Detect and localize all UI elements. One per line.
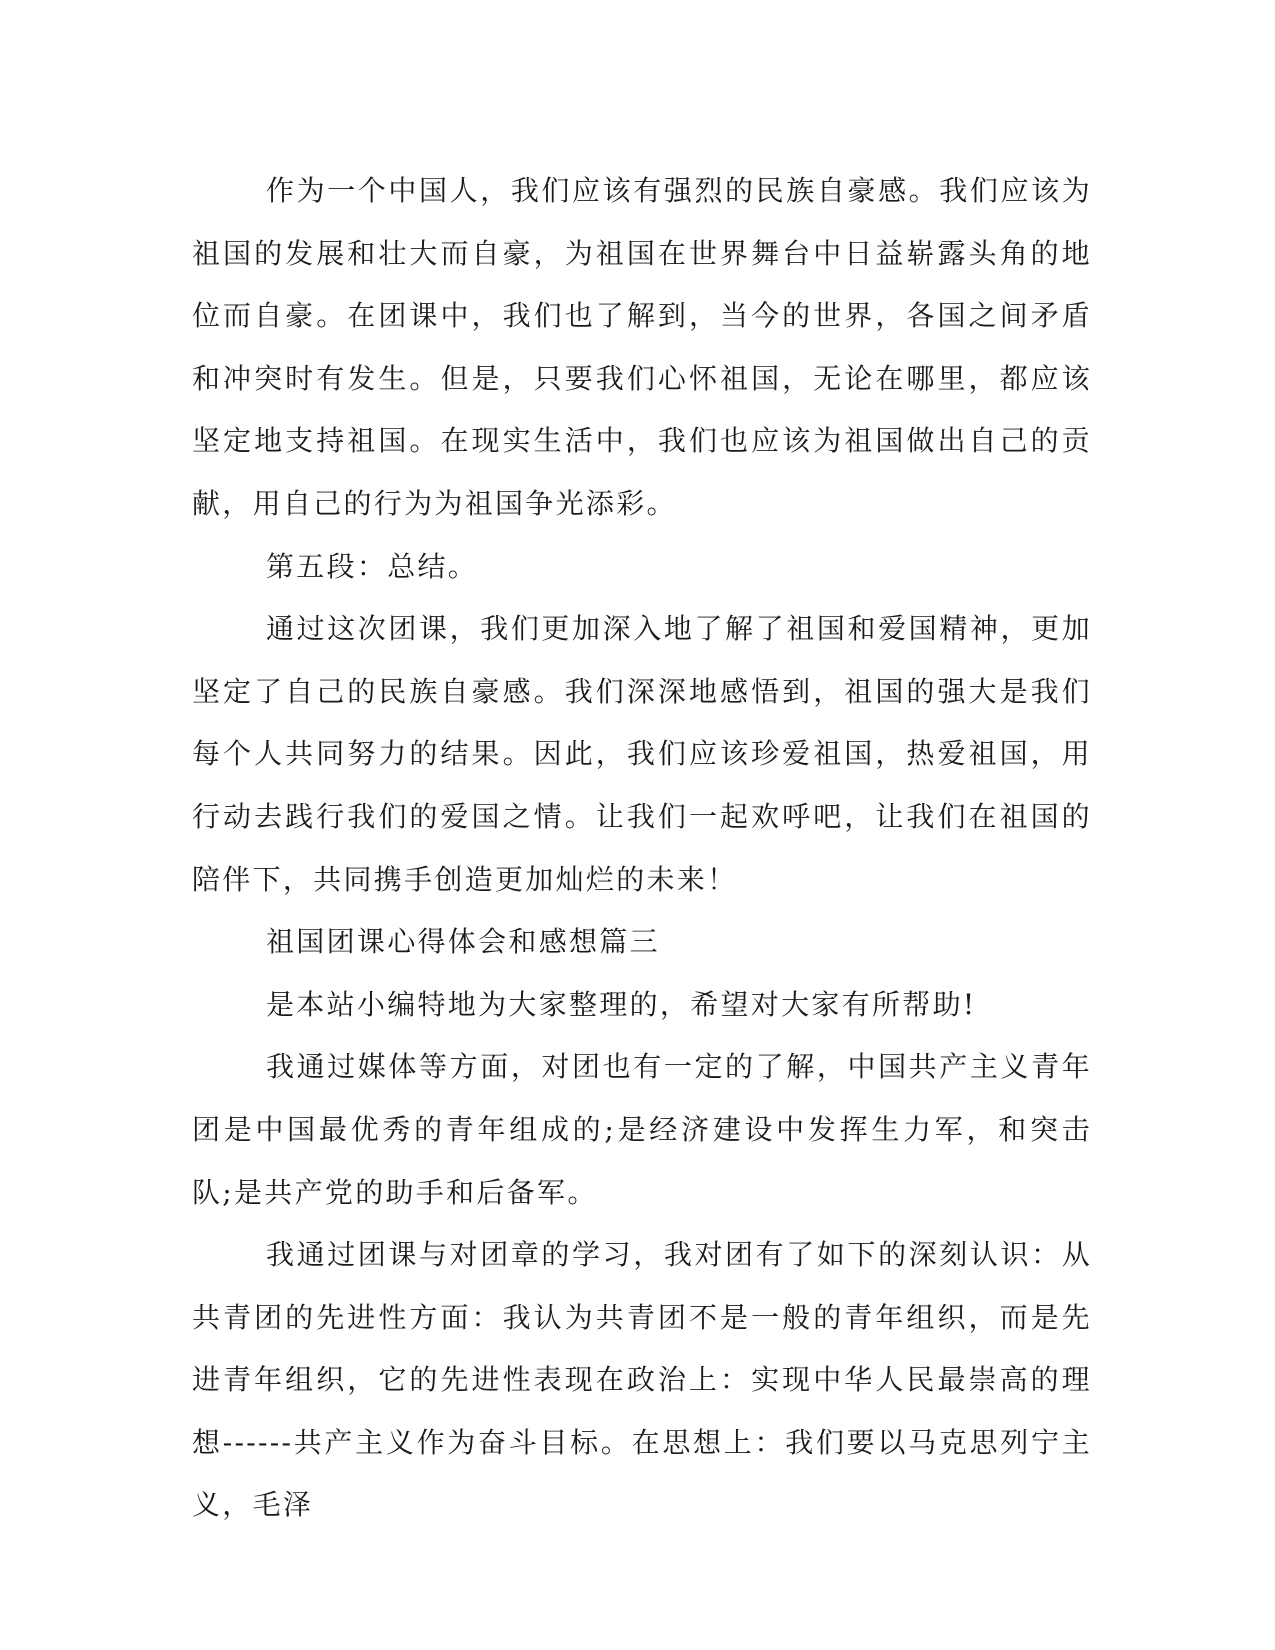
paragraph-editor-note: 是本站小编特地为大家整理的，希望对大家有所帮助! <box>266 987 977 1021</box>
paragraph-league-study: 我通过团课与对团章的学习，我对团有了如下的深刻认识：从共青团的先进性方面：我认为共青团不是一般的青年组织，而是先进青年组织，它的先进性表现在政治上：实现中华人民最崇高的理想------共产主义作为奋斗目标。在思想上：我们要以马克思列宁主义，毛泽 <box>192 1238 1092 1522</box>
document-body <box>192 160 1092 1537</box>
section-heading-summary: 第五段：总结。 <box>266 549 479 583</box>
paragraph-summary: 通过这次团课，我们更加深入地了解了祖国和爱国精神，更加坚定了自己的民族自豪感。我们深深地感悟到，祖国的强大是我们每个人共同努力的结果。因此，我们应该珍爱祖国，热爱祖国，用行动去践行我们的爱国之情。让我们一起欢呼吧，让我们在祖国的陪伴下，共同携手创造更加灿烂的未来！ <box>192 612 1092 896</box>
article-title-part-three: 祖国团课心得体会和感想篇三 <box>266 925 660 959</box>
paragraph-media-understanding: 我通过媒体等方面，对团也有一定的了解，中国共产主义青年团是中国最优秀的青年组成的;是经济建设中发挥生力军，和突击队;是共产党的助手和后备军。 <box>192 1050 1092 1209</box>
paragraph-pride: 作为一个中国人，我们应该有强烈的民族自豪感。我们应该为祖国的发展和壮大而自豪，为祖国在世界舞台中日益崭露头角的地位而自豪。在团课中，我们也了解到，当今的世界，各国之间矛盾和冲突时有发生。但是，只要我们心怀祖国，无论在哪里，都应该坚定地支持祖国。在现实生活中，我们也应该为祖国做出自己的贡献，用自己的行为为祖国争光添彩。 <box>192 174 1092 520</box>
